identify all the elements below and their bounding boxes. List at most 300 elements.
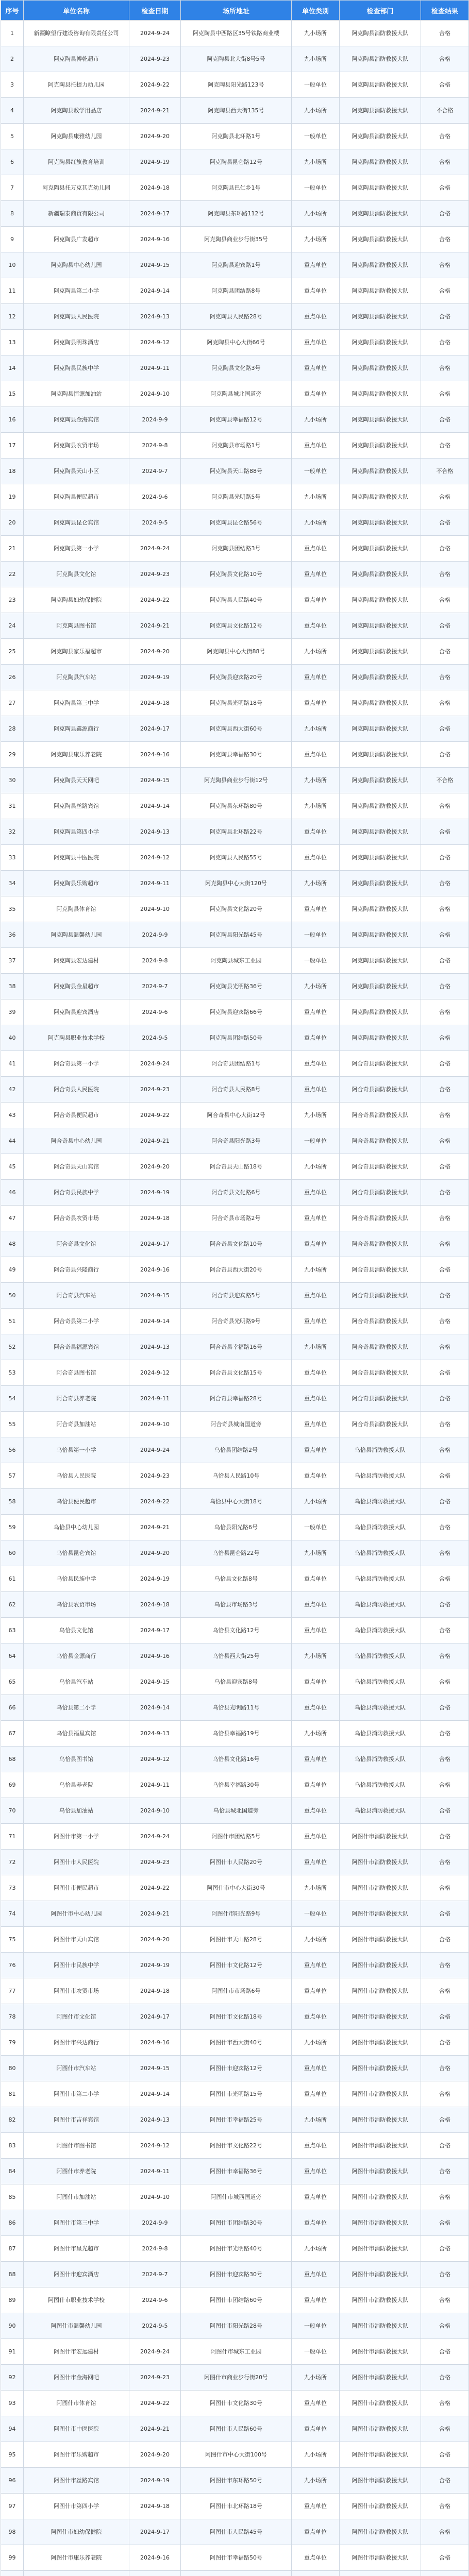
cell-address: 阿图什市阳光路9号 — [181, 1901, 292, 1927]
table-row — [1, 587, 469, 613]
cell-unit-name: 乌恰县中心幼儿园 — [24, 1515, 129, 1540]
cell-result: 合格 — [421, 1463, 469, 1489]
cell-address: 阿克陶县西大街135号 — [181, 98, 292, 124]
cell-address: 阿克陶县幸福路30号 — [181, 742, 292, 768]
cell-department: 阿图什市消防救援大队 — [340, 2313, 421, 2339]
cell-department: 阿克陶县消防救援大队 — [340, 149, 421, 175]
cell-index: 99 — [1, 2545, 24, 2571]
cell-date: 2024-9-24 — [129, 1051, 181, 1077]
cell-index: 21 — [1, 536, 24, 562]
cell-index — [1, 2571, 24, 2576]
cell-unit-name: 阿图什市康乐养老院 — [24, 2545, 129, 2571]
cell-date: 2024-9-5 — [129, 2313, 181, 2339]
cell-date: 2024-9-12 — [129, 1360, 181, 1386]
table-row — [1, 768, 469, 793]
cell-date: 2024-9-9 — [129, 922, 181, 948]
cell-address: 阿克陶县人民路40号 — [181, 587, 292, 613]
table-row — [1, 1772, 469, 1798]
cell-result: 合格 — [421, 2391, 469, 2416]
cell-address: 阿克陶县东环路80号 — [181, 793, 292, 819]
cell-department: 阿图什市消防救援大队 — [340, 2365, 421, 2391]
cell-category: 九小场所 — [292, 716, 340, 742]
cell-department: 阿图什市消防救援大队 — [340, 1953, 421, 1978]
cell-unit-name: 阿克陶县鑫源商行 — [24, 716, 129, 742]
cell-date: 2024-9-19 — [129, 665, 181, 690]
table-row — [1, 1850, 469, 1875]
cell-date: 2024-9-16 — [129, 2545, 181, 2571]
table-row — [1, 201, 469, 227]
cell-category: 九小场所 — [292, 98, 340, 124]
cell-department: 阿克陶县消防救援大队 — [340, 484, 421, 510]
cell-date: 2024-9-22 — [129, 2391, 181, 2416]
cell-result: 合格 — [421, 2107, 469, 2133]
cell-date: 2024-9-21 — [129, 1515, 181, 1540]
table-row — [1, 1077, 469, 1103]
cell-category: 重点单位 — [292, 2159, 340, 2184]
table-row — [1, 459, 469, 484]
cell-category: 九小场所 — [292, 407, 340, 433]
cell-result: 合格 — [421, 2519, 469, 2545]
cell-department: 乌恰县消防救援大队 — [340, 1695, 421, 1721]
cell-category: 重点单位 — [292, 1850, 340, 1875]
cell-result: 合格 — [421, 1953, 469, 1978]
cell-index: 15 — [1, 381, 24, 407]
cell-category: 重点单位 — [292, 1953, 340, 1978]
cell-category: 重点单位 — [292, 2519, 340, 2545]
cell-department: 阿克陶县消防救援大队 — [340, 278, 421, 304]
table-row — [1, 149, 469, 175]
cell-department: 阿克陶县消防救援大队 — [340, 768, 421, 793]
cell-address: 乌恰县文化路8号 — [181, 1566, 292, 1592]
cell-category: 重点单位 — [292, 587, 340, 613]
table-row — [1, 2468, 469, 2494]
cell-address: 阿克陶县幸福路12号 — [181, 407, 292, 433]
cell-address: 阿克陶县迎宾路1号 — [181, 252, 292, 278]
table-row — [1, 665, 469, 690]
cell-unit-name: 阿克陶县温馨幼儿园 — [24, 922, 129, 948]
cell-result: 不合格 — [421, 459, 469, 484]
cell-address: 阿图什市阳光路28号 — [181, 2313, 292, 2339]
cell-department: 阿克陶县消防救援大队 — [340, 845, 421, 871]
cell-index: 35 — [1, 896, 24, 922]
table-row — [1, 1489, 469, 1515]
cell-date: 2024-9-5 — [129, 1025, 181, 1051]
cell-unit-name: 阿合奇县养老院 — [24, 1386, 129, 1412]
cell-unit-name: 阿克陶县天山小区 — [24, 459, 129, 484]
cell-address: 乌恰县文化路16号 — [181, 1747, 292, 1772]
cell-date: 2024-9-7 — [129, 2262, 181, 2287]
cell-address: 乌恰县城北国道旁 — [181, 1798, 292, 1824]
cell-result: 合格 — [421, 1128, 469, 1154]
table-row — [1, 536, 469, 562]
cell-date: 2024-9-15 — [129, 1283, 181, 1309]
table-row — [1, 1592, 469, 1618]
cell-result: 合格 — [421, 1515, 469, 1540]
cell-date: 2024-9-8 — [129, 2236, 181, 2262]
cell-unit-name: 新疆瞭望行建设咨询有限责任公司 — [24, 21, 129, 46]
table-row — [1, 21, 469, 46]
cell-department: 阿合奇县消防救援大队 — [340, 1309, 421, 1334]
table-row — [1, 1566, 469, 1592]
table-row — [1, 2391, 469, 2416]
table-row — [1, 1334, 469, 1360]
cell-index: 28 — [1, 716, 24, 742]
cell-department: 乌恰县消防救援大队 — [340, 1772, 421, 1798]
cell-department: 阿克陶县消防救援大队 — [340, 330, 421, 355]
cell-category: 重点单位 — [292, 999, 340, 1025]
cell-address: 阿图什市东环路50号 — [181, 2468, 292, 2494]
cell-address: 阿克陶县昆仑路12号 — [181, 149, 292, 175]
cell-index: 86 — [1, 2210, 24, 2236]
cell-index: 8 — [1, 201, 24, 227]
cell-index: 61 — [1, 1566, 24, 1592]
cell-department: 阿合奇县消防救援大队 — [340, 1386, 421, 1412]
cell-address: 阿克陶县文化路10号 — [181, 562, 292, 587]
cell-unit-name: 乌恰县汽车站 — [24, 1669, 129, 1695]
cell-result: 合格 — [421, 1721, 469, 1747]
cell-result: 合格 — [421, 2339, 469, 2365]
cell-category: 重点单位 — [292, 2004, 340, 2030]
cell-unit-name: 阿图什市养老院 — [24, 2159, 129, 2184]
cell-index: 52 — [1, 1334, 24, 1360]
table-row — [1, 510, 469, 536]
cell-department: 阿合奇县消防救援大队 — [340, 1334, 421, 1360]
cell-date: 2024-9-17 — [129, 2004, 181, 2030]
cell-address: 阿合奇县幸福路28号 — [181, 1386, 292, 1412]
cell-department: 乌恰县消防救援大队 — [340, 1489, 421, 1515]
cell-unit-name: 阿合奇县加油站 — [24, 1412, 129, 1437]
cell-date: 2024-9-24 — [129, 1437, 181, 1463]
cell-unit-name: 阿克陶县汽车站 — [24, 665, 129, 690]
table-row — [1, 1747, 469, 1772]
cell-date: 2024-9-21 — [129, 613, 181, 639]
cell-unit-name: 阿图什市中医医院 — [24, 2416, 129, 2442]
cell-result: 合格 — [421, 536, 469, 562]
cell-address: 乌恰县幸福路19号 — [181, 1721, 292, 1747]
table-row — [1, 484, 469, 510]
cell-category: 重点单位 — [292, 355, 340, 381]
cell-address: 阿克陶县西大街60号 — [181, 716, 292, 742]
cell-address: 阿合奇县幸福路16号 — [181, 1334, 292, 1360]
cell-unit-name: 阿图什市吉祥宾馆 — [24, 2107, 129, 2133]
cell-unit-name: 阿克陶县第三中学 — [24, 690, 129, 716]
cell-category: 重点单位 — [292, 2210, 340, 2236]
cell-address: 阿图什市团结路60号 — [181, 2287, 292, 2313]
cell-address: 阿克陶县光明路36号 — [181, 974, 292, 999]
cell-department: 阿克陶县消防救援大队 — [340, 227, 421, 252]
cell-result: 合格 — [421, 974, 469, 999]
cell-address: 乌恰县阳光路6号 — [181, 1515, 292, 1540]
table-row — [1, 278, 469, 304]
cell-result: 合格 — [421, 2494, 469, 2519]
cell-date: 2024-9-13 — [129, 304, 181, 330]
cell-date: 2024-9-22 — [129, 1875, 181, 1901]
cell-date: 2024-9-14 — [129, 278, 181, 304]
table-row — [1, 1540, 469, 1566]
table-row — [1, 1386, 469, 1412]
cell-result: 合格 — [421, 175, 469, 201]
cell-category: 重点单位 — [292, 2545, 340, 2571]
cell-address: 阿克陶县中西路区35号铁路商业楼 — [181, 21, 292, 46]
table-row — [1, 1360, 469, 1386]
cell-unit-name: 阿图什市温馨幼儿园 — [24, 2313, 129, 2339]
cell-category: 重点单位 — [292, 1051, 340, 1077]
cell-index: 75 — [1, 1927, 24, 1953]
cell-department: 乌恰县消防救援大队 — [340, 1566, 421, 1592]
cell-category: 重点单位 — [292, 304, 340, 330]
cell-unit-name: 阿合奇县汽车站 — [24, 1283, 129, 1309]
cell-department: 阿图什市消防救援大队 — [340, 2442, 421, 2468]
cell-result: 合格 — [421, 1798, 469, 1824]
header-cell-date: 检查日期 — [129, 1, 181, 21]
cell-unit-name: 乌恰县福星宾馆 — [24, 1721, 129, 1747]
cell-result: 合格 — [421, 948, 469, 974]
cell-result: 合格 — [421, 793, 469, 819]
cell-address: 阿合奇县文化路10号 — [181, 1231, 292, 1257]
cell-date: 2024-9-16 — [129, 1257, 181, 1283]
cell-category: 九小场所 — [292, 510, 340, 536]
cell-index: 36 — [1, 922, 24, 948]
cell-unit-name: 阿图什市汽车站 — [24, 2056, 129, 2081]
cell-category: 重点单位 — [292, 613, 340, 639]
cell-date: 2024-9-6 — [129, 999, 181, 1025]
cell-index: 84 — [1, 2159, 24, 2184]
cell-address: 阿图什市城东工业园 — [181, 2339, 292, 2365]
cell-index: 23 — [1, 587, 24, 613]
cell-date: 2024-9-21 — [129, 2416, 181, 2442]
table-row — [1, 2004, 469, 2030]
cell-category: 九小场所 — [292, 1540, 340, 1566]
table-row — [1, 1953, 469, 1978]
table-row — [1, 1824, 469, 1850]
cell-category: 一般单位 — [292, 175, 340, 201]
cell-department: 阿图什市消防救援大队 — [340, 2287, 421, 2313]
cell-index: 6 — [1, 149, 24, 175]
cell-unit-name — [24, 2571, 129, 2576]
cell-index: 10 — [1, 252, 24, 278]
table-row — [1, 1180, 469, 1206]
cell-unit-name: 阿克陶县迎宾酒店 — [24, 999, 129, 1025]
cell-date: 2024-9-20 — [129, 1927, 181, 1953]
table-row — [1, 999, 469, 1025]
cell-result: 合格 — [421, 278, 469, 304]
cell-department: 乌恰县消防救援大队 — [340, 1592, 421, 1618]
cell-result: 合格 — [421, 2133, 469, 2159]
cell-unit-name: 阿克陶县恒源加油站 — [24, 381, 129, 407]
cell-unit-name: 乌恰县加油站 — [24, 1798, 129, 1824]
cell-date: 2024-9-24 — [129, 21, 181, 46]
cell-category — [292, 2571, 340, 2576]
cell-result: 合格 — [421, 1927, 469, 1953]
cell-date: 2024-9-20 — [129, 2442, 181, 2468]
cell-unit-name: 乌恰县第一小学 — [24, 1437, 129, 1463]
cell-index: 20 — [1, 510, 24, 536]
cell-department: 阿图什市消防救援大队 — [340, 1927, 421, 1953]
cell-department: 阿克陶县消防救援大队 — [340, 355, 421, 381]
cell-result: 合格 — [421, 690, 469, 716]
cell-department: 阿克陶县消防救援大队 — [340, 72, 421, 98]
table-row — [1, 2056, 469, 2081]
cell-date: 2024-9-7 — [129, 974, 181, 999]
cell-result: 合格 — [421, 1231, 469, 1257]
cell-department: 阿图什市消防救援大队 — [340, 2545, 421, 2571]
cell-date: 2024-9-17 — [129, 716, 181, 742]
cell-unit-name: 阿克陶县广发超市 — [24, 227, 129, 252]
cell-address — [181, 2571, 292, 2576]
cell-category: 九小场所 — [292, 1643, 340, 1669]
cell-unit-name: 阿图什市天山宾馆 — [24, 1927, 129, 1953]
cell-category: 重点单位 — [292, 1231, 340, 1257]
cell-address: 阿克陶县市场路1号 — [181, 433, 292, 459]
cell-department: 阿克陶县消防救援大队 — [340, 98, 421, 124]
cell-result: 合格 — [421, 922, 469, 948]
cell-address: 阿克陶县文化路20号 — [181, 896, 292, 922]
cell-result: 合格 — [421, 2056, 469, 2081]
cell-date: 2024-9-11 — [129, 1386, 181, 1412]
cell-date — [129, 2571, 181, 2576]
cell-date: 2024-9-12 — [129, 845, 181, 871]
cell-index: 46 — [1, 1180, 24, 1206]
cell-address: 阿图什市城西国道旁 — [181, 2184, 292, 2210]
cell-result: 合格 — [421, 1386, 469, 1412]
cell-address: 阿图什市西大街40号 — [181, 2030, 292, 2056]
cell-unit-name: 阿合奇县兴隆商行 — [24, 1257, 129, 1283]
cell-index: 78 — [1, 2004, 24, 2030]
cell-result: 合格 — [421, 407, 469, 433]
cell-category: 九小场所 — [292, 768, 340, 793]
table-row — [1, 793, 469, 819]
cell-result: 合格 — [421, 2236, 469, 2262]
cell-category: 重点单位 — [292, 536, 340, 562]
cell-category: 一般单位 — [292, 124, 340, 149]
cell-result: 合格 — [421, 2004, 469, 2030]
cell-unit-name: 阿合奇县文化馆 — [24, 1231, 129, 1257]
table-row — [1, 2287, 469, 2313]
cell-index: 13 — [1, 330, 24, 355]
cell-index: 39 — [1, 999, 24, 1025]
cell-category: 重点单位 — [292, 1025, 340, 1051]
cell-index: 1 — [1, 21, 24, 46]
cell-category: 九小场所 — [292, 2236, 340, 2262]
cell-date: 2024-9-16 — [129, 1643, 181, 1669]
cell-result: 合格 — [421, 330, 469, 355]
cell-address: 阿图什市团结路5号 — [181, 1824, 292, 1850]
cell-category: 重点单位 — [292, 1824, 340, 1850]
cell-address: 阿克陶县北大街8号5号 — [181, 46, 292, 72]
cell-index: 83 — [1, 2133, 24, 2159]
table-row — [1, 871, 469, 896]
cell-index: 88 — [1, 2262, 24, 2287]
cell-category: 重点单位 — [292, 742, 340, 768]
cell-unit-name: 阿图什市迎宾酒店 — [24, 2262, 129, 2287]
cell-index: 41 — [1, 1051, 24, 1077]
cell-category: 九小场所 — [292, 227, 340, 252]
cell-unit-name: 阿克陶县乐购超市 — [24, 871, 129, 896]
cell-index: 50 — [1, 1283, 24, 1309]
table-row — [1, 819, 469, 845]
cell-address: 阿克陶县人民路55号 — [181, 845, 292, 871]
cell-address: 阿克陶县迎宾路20号 — [181, 665, 292, 690]
cell-address: 阿合奇县光明路9号 — [181, 1309, 292, 1334]
cell-address: 阿图什市幸福路25号 — [181, 2107, 292, 2133]
cell-address: 阿图什市中心大街100号 — [181, 2442, 292, 2468]
table-row — [1, 2184, 469, 2210]
cell-category: 重点单位 — [292, 381, 340, 407]
cell-department: 阿图什市消防救援大队 — [340, 2081, 421, 2107]
cell-result: 合格 — [421, 1695, 469, 1721]
cell-index: 68 — [1, 1747, 24, 1772]
cell-date: 2024-9-13 — [129, 1334, 181, 1360]
table-row — [1, 227, 469, 252]
cell-date: 2024-9-24 — [129, 2339, 181, 2365]
cell-index: 40 — [1, 1025, 24, 1051]
cell-department: 阿克陶县消防救援大队 — [340, 1025, 421, 1051]
cell-index: 22 — [1, 562, 24, 587]
table-row — [1, 1798, 469, 1824]
cell-address: 阿克陶县人民路28号 — [181, 304, 292, 330]
cell-index: 97 — [1, 2494, 24, 2519]
cell-category: 重点单位 — [292, 1206, 340, 1231]
cell-index: 92 — [1, 2365, 24, 2391]
cell-unit-name: 阿克陶县体育馆 — [24, 896, 129, 922]
cell-result: 合格 — [421, 2365, 469, 2391]
cell-index: 16 — [1, 407, 24, 433]
cell-department: 阿克陶县消防救援大队 — [340, 124, 421, 149]
cell-department: 阿图什市消防救援大队 — [340, 2030, 421, 2056]
cell-unit-name: 阿克陶县第一小学 — [24, 536, 129, 562]
cell-category: 重点单位 — [292, 1978, 340, 2004]
table-body — [1, 21, 469, 2576]
cell-date: 2024-9-22 — [129, 1103, 181, 1128]
cell-category: 重点单位 — [292, 2056, 340, 2081]
cell-result: 合格 — [421, 1412, 469, 1437]
cell-date: 2024-9-10 — [129, 896, 181, 922]
cell-date: 2024-9-5 — [129, 510, 181, 536]
cell-unit-name: 阿合奇县民族中学 — [24, 1180, 129, 1206]
cell-department: 阿合奇县消防救援大队 — [340, 1128, 421, 1154]
table-row — [1, 1875, 469, 1901]
cell-index: 29 — [1, 742, 24, 768]
cell-address: 乌恰县西大街25号 — [181, 1643, 292, 1669]
cell-result: 合格 — [421, 1901, 469, 1927]
cell-date: 2024-9-22 — [129, 1489, 181, 1515]
cell-unit-name: 阿图什市第二小学 — [24, 2081, 129, 2107]
cell-result: 合格 — [421, 587, 469, 613]
table-row — [1, 1695, 469, 1721]
cell-address: 阿图什市迎宾路30号 — [181, 2262, 292, 2287]
cell-index: 48 — [1, 1231, 24, 1257]
cell-unit-name: 乌恰县第二小学 — [24, 1695, 129, 1721]
cell-category: 重点单位 — [292, 2184, 340, 2210]
cell-category: 重点单位 — [292, 1669, 340, 1695]
cell-date: 2024-9-14 — [129, 793, 181, 819]
cell-index: 96 — [1, 2468, 24, 2494]
cell-index: 5 — [1, 124, 24, 149]
table-row — [1, 2313, 469, 2339]
cell-department: 阿图什市消防救援大队 — [340, 2159, 421, 2184]
cell-department: 阿克陶县消防救援大队 — [340, 665, 421, 690]
cell-address: 阿克陶县团结路3号 — [181, 536, 292, 562]
cell-index: 51 — [1, 1309, 24, 1334]
cell-index: 62 — [1, 1592, 24, 1618]
cell-category: 重点单位 — [292, 665, 340, 690]
cell-department: 阿克陶县消防救援大队 — [340, 46, 421, 72]
cell-address: 阿图什市北环路18号 — [181, 2494, 292, 2519]
table-row — [1, 304, 469, 330]
table-row — [1, 1154, 469, 1180]
cell-unit-name: 阿克陶县宏达建材 — [24, 948, 129, 974]
cell-address: 阿合奇县西大街20号 — [181, 1257, 292, 1283]
